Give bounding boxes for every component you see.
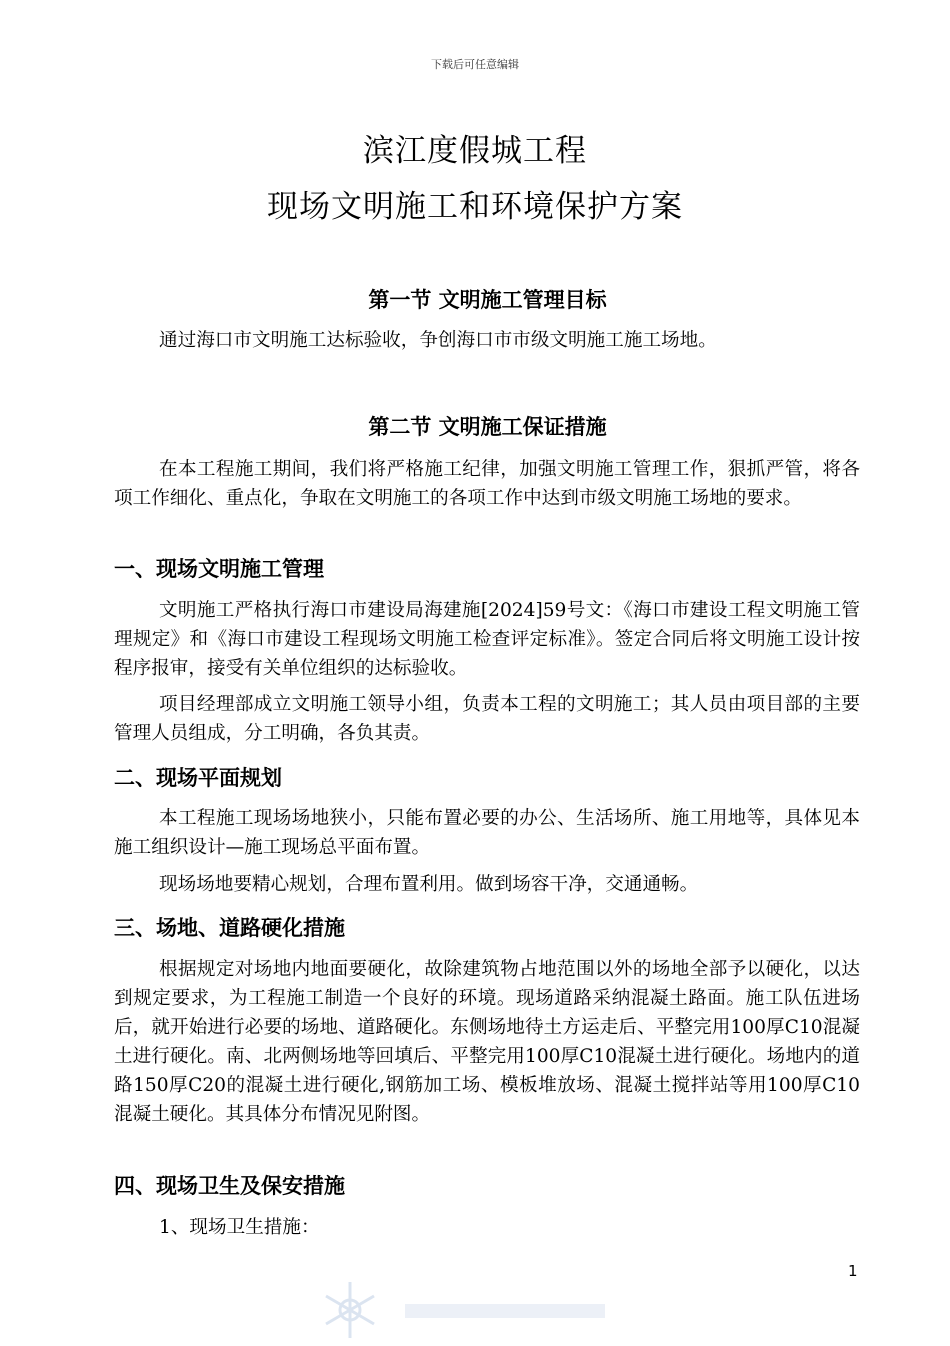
- subsection2-paragraph1: 本工程施工现场场地狭小，只能布置必要的办公、生活场所、施工用地等，具体见本施工组织设计—施工现场总平面布置。: [114, 808, 860, 858]
- section2-title: 第二节 文明施工保证措施: [368, 415, 607, 439]
- document-title-line1: 滨江度假城工程: [363, 133, 587, 169]
- subsection4-paragraph1: 1、现场卫生措施：: [159, 1217, 320, 1238]
- section2-intro-paragraph: 在本工程施工期间，我们将严格施工纪律，加强文明施工管理工作，狠抓严管，将各项工作细化、重点化，争取在文明施工的各项工作中达到市级文明施工场地的要求。: [114, 459, 860, 509]
- subsection2-heading: 二、现场平面规划: [114, 766, 282, 790]
- page-number: 1: [848, 1262, 858, 1280]
- section1-paragraph: 通过海口市文明施工达标验收，争创海口市市级文明施工施工场地。: [159, 330, 717, 351]
- subsection1-paragraph1: 文明施工严格执行海口市建设局海建施[2024]59号文：《海口市建设工程文明施工管理规定》和《海口市建设工程现场文明施工检查评定标准》。签定合同后将文明施工设计按程序报审，接受有关单位组织的达标验收。: [114, 600, 860, 679]
- snowflake-logo-icon: [310, 1272, 630, 1346]
- subsection1-heading: 一、现场文明施工管理: [114, 557, 324, 581]
- section1-title: 第一节 文明施工管理目标: [368, 288, 607, 312]
- document-title-line2: 现场文明施工和环境保护方案: [267, 189, 683, 225]
- subsection4-heading: 四、现场卫生及保安措施: [114, 1174, 345, 1198]
- subsection3-paragraph1: 根据规定对场地内地面要硬化，故除建筑物占地范围以外的场地全部予以硬化，以达到规定要求，为工程施工制造一个良好的环境。现场道路采纳混凝土路面。施工队伍进场后，就开始进行必要的场地、道路硬化。东侧场地待土方运走后、平整完用100厚C10混凝土进行硬化。南、北两侧场地等回填后、平整完用100厚C10混凝土进行硬化。场地内的道路150厚C20的混凝土进行硬化,钢筋加工场、模板堆放场、混凝土搅拌站等用100厚C10混凝土硬化。其具体分布情况见附图。: [114, 959, 860, 1125]
- page-header-note: 下载后可任意编辑: [431, 58, 519, 71]
- subsection1-paragraph2: 项目经理部成立文明施工领导小组，负责本工程的文明施工；其人员由项目部的主要管理人员组成，分工明确，各负其责。: [114, 694, 860, 744]
- subsection2-paragraph2: 现场场地要精心规划，合理布置利用。做到场容干净，交通通畅。: [159, 874, 699, 895]
- subsection3-heading: 三、场地、道路硬化措施: [114, 916, 345, 940]
